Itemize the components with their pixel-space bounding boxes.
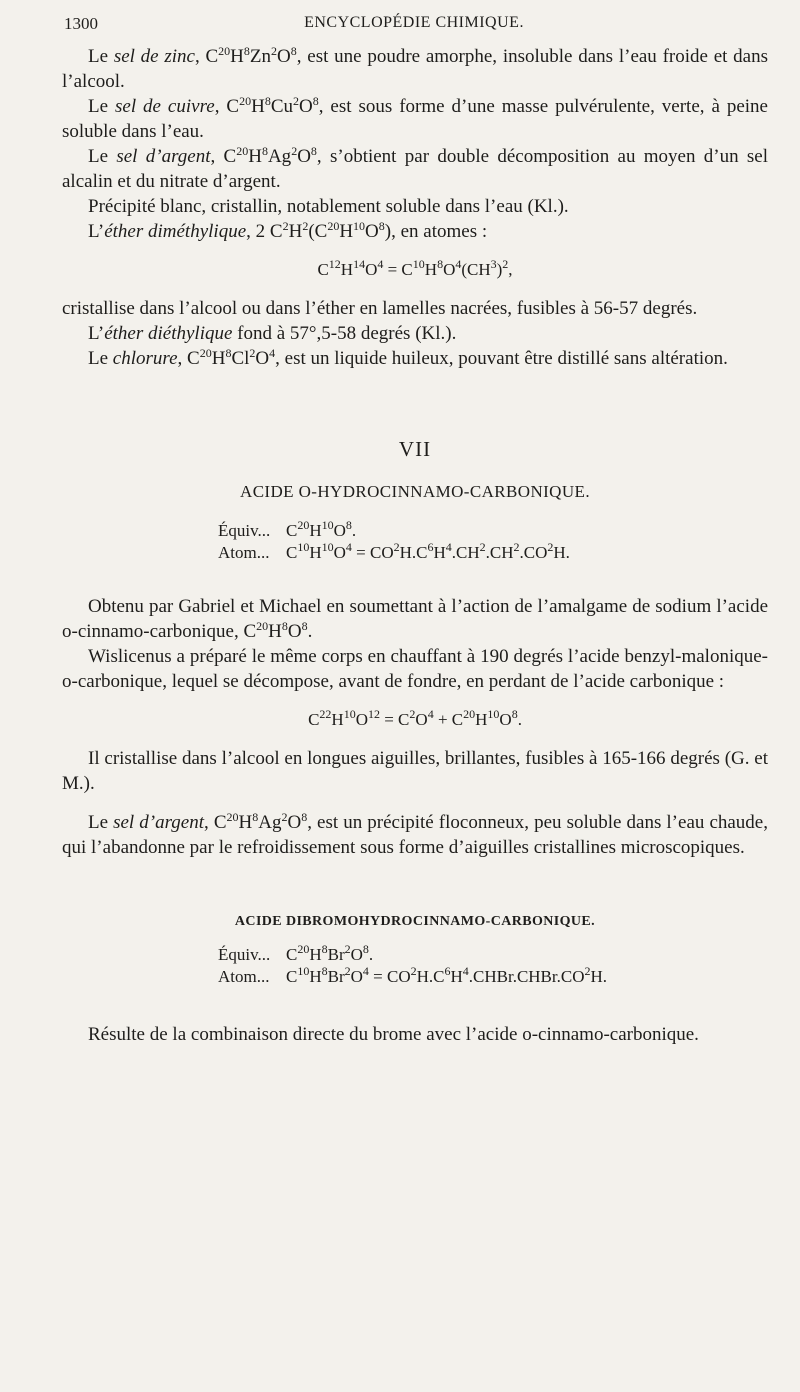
formula-decomposition: $C^{22}H^{10}O^{12} = C^2O^4 + C^{20}H^{10}O^8$. <box>308 707 522 729</box>
page-number: 1300 <box>64 14 98 33</box>
paragraph-zinc-salt: Le sel de zinc, $C^{20}H^8Zn^2O^8$, est une poudre amorphe, insoluble dans l’eau froide et dans l’alcool. <box>62 44 768 92</box>
paragraph-silver-salt-2: Le sel d’argent, $C^{20}H^8Ag^2O^8$, est un précipité floconneux, peu soluble dans l’eau chaude, qui l’abandonne par le refroidissement sous forme d’aiguilles cristallines microscopiques. <box>62 810 768 858</box>
paragraph-bromine-combination: Résulte de la combinaison directe du brome avec l’acide o-cinnamo-carbonique. <box>88 1024 699 1045</box>
paragraph-diethyl-ether: L’éther diéthylique fond à 57°,5-58 degrés (Kl.). <box>88 323 457 344</box>
paragraph-silver-salt: Le sel d’argent, $C^{20}H^8Ag^2O^8$, s’obtient par double décomposition au moyen d’un sel alcalin et du nitrate d’argent. <box>62 144 768 192</box>
section-title: ACIDE O-HYDROCINNAMO-CARBONIQUE. <box>240 482 590 501</box>
running-title: ENCYCLOPÉDIE CHIMIQUE. <box>304 14 524 31</box>
equiv-formula: Équiv... $C^{20}H^{10}O^8$. <box>218 518 357 540</box>
atom-formula: Atom... $C^{10}H^{10}O^4 = CO^2H.C^6H^4.CH^2.CH^2.CO^2H$. <box>218 540 570 562</box>
paragraph-crystallization: cristallise dans l’alcool ou dans l’éther en lamelles nacrées, fusibles à 56-57 degrés. <box>62 298 698 319</box>
page-body <box>62 44 768 1047</box>
section-number: VII <box>398 437 432 461</box>
paragraph-dimethyl-ether: L’éther diméthylique, 2 $C^2H^2(C^{20}H^{10}O^8)$, en atomes : <box>88 219 488 242</box>
subsection-title: ACIDE DIBROMOHYDROCINNAMO-CARBONIQUE. <box>234 914 596 929</box>
formula-dimethyl-ether: $C^{12}H^{14}O^4 = C^{10}H^8O^4(CH^3)^2$, <box>317 257 513 279</box>
formula-block-subsection <box>62 944 768 988</box>
paragraph-gabriel-michael: Obtenu par Gabriel et Michael en soumettant à l’action de l’amalgame de sodium l’acide o-cinnamo-carbonique, $C^{20}H^8O^8$. <box>62 596 768 642</box>
page-header <box>64 14 764 38</box>
formula-block-section7 <box>62 520 768 564</box>
paragraph-copper-salt: Le sel de cuivre, $C^{20}H^8Cu^2O^8$, est sous forme d’une masse pulvérulente, verte, à peine soluble dans l’eau. <box>62 94 768 142</box>
atom-formula-dibromo: Atom... $C^{10}H^8Br^2O^4$ = $CO^2H.C^6H^4.CHBr.CHBr.CO^2H$. <box>218 964 608 986</box>
paragraph-precipitate: Précipité blanc, cristallin, notablement soluble dans l’eau (Kl.). <box>88 196 569 217</box>
paragraph-wislicenus: Wislicenus a préparé le même corps en chauffant à 190 degrés l’acide benzyl-malonique-o-carbonique, lequel se décompose, avant de fondre, en perdant de l’acide carbonique : <box>62 646 768 692</box>
equiv-formula-dibromo: Équiv... $C^{20}H^8Br^2O^8$. <box>218 942 374 964</box>
paragraph-crystallizes-needles: Il cristallise dans l’alcool en longues aiguilles, brillantes, fusibles à 165-166 degrés (G. et M.). <box>62 748 768 794</box>
paragraph-chloride: Le chlorure, $C^{20}H^8Cl^2O^4$, est un liquide huileux, pouvant être distillé sans altération. <box>88 346 728 369</box>
